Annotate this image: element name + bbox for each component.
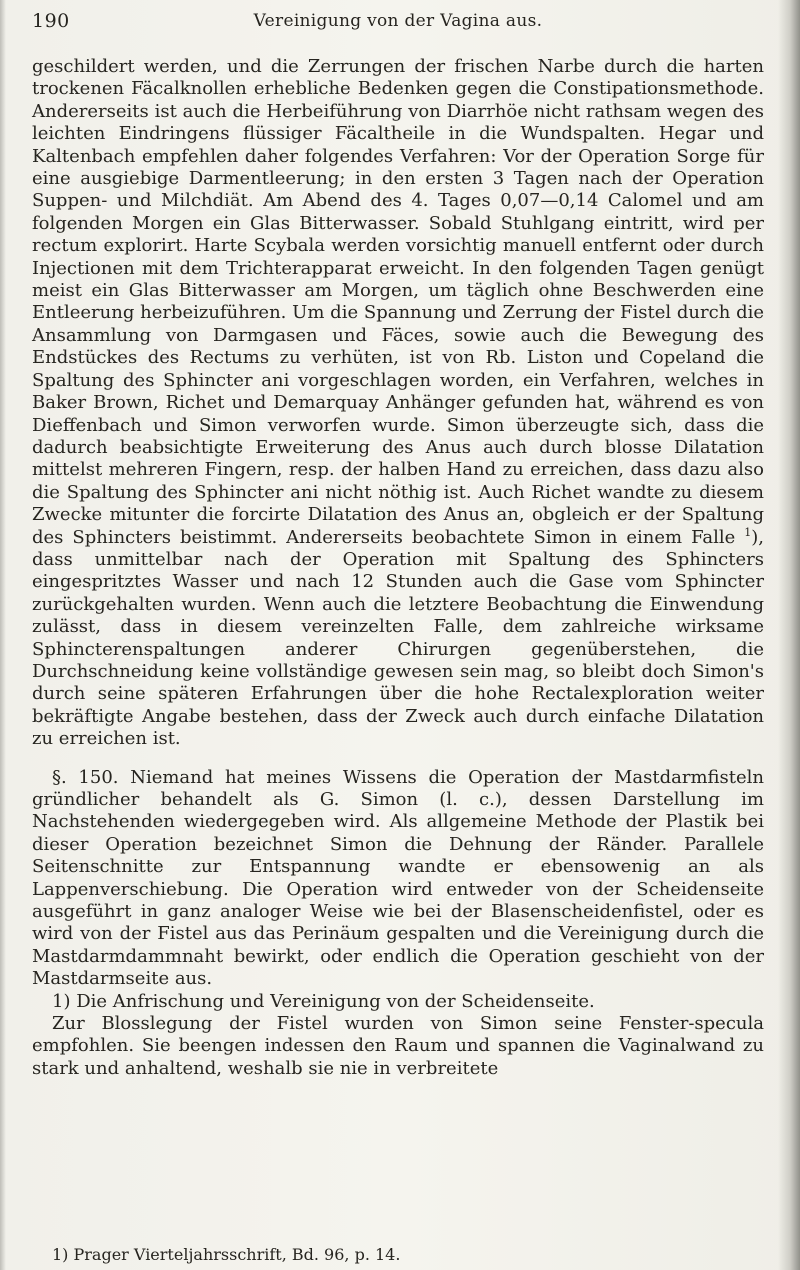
page-gutter-shadow (0, 0, 6, 1270)
footnote (52, 1245, 752, 1265)
page-number: 190 (32, 10, 70, 32)
footnote-reference[interactable]: 1 (744, 525, 752, 539)
page-header (32, 10, 764, 40)
footnote-text: Prager Vierteljahrsschrift, Bd. 96, p. 14. (73, 1245, 401, 1264)
paragraph-1: geschildert werden, und die Zerrungen der frischen Narbe durch die harten trockenen Fäcalknollen erhebliche Bedenken gegen die Constipationsmethode. Andererseits ist auch die Herbeiführung von Diarrhöe nicht rathsam wegen des leichten Eindringens flüssiger Fäcaltheile in die Wundspalten. Hegar und Kaltenbach empfehlen daher folgendes Verfahren: Vor der Operation Sorge für eine ausgiebige Darmentleerung; in den ersten 3 Tagen nach der Operation Suppen- und Milchdiät. Am Abend des 4. Tages 0,07—0,14 Calomel und am folgenden Morgen ein Glas Bitterwasser. Sobald Stuhlgang eintritt, wird per rectum explorirt. Harte Scybala werden vorsichtig manuell entfernt oder durch Injectionen mit dem Trichterapparat erweicht. In den folgenden Tagen genügt meist ein Glas Bitterwasser am Morgen, um täglich ohne Beschwerden eine Entleerung herbeizuführen. Um die Spannung und Zerrung der Fistel durch die Ansammlung von Darmgasen und Fäces, sowie auch die Bewegung des Endstückes des Rectums zu verhüten, ist von Rb. Liston und Copeland die Spaltung des Sphincter ani vorgeschlagen worden, ein Verfahren, welches in Baker Brown, Richet und Demarquay Anhänger gefunden hat, während es von Dieffenbach und Simon verworfen wurde. Simon überzeugte sich, dass die dadurch beabsichtigte Erweiterung des Anus auch durch blosse Dilatation mittelst mehreren Fingern, resp. der halben Hand zu erreichen, dass dazu also die Spaltung des Sphincter ani nicht nöthig ist. Auch Richet wandte zu diesem Zwecke mitunter die forcirte Dilatation des Anus an, obgleich er der Spaltung des Sphincters beistimmt. Andererseits beobachtete Simon in einem Falle $^1$), dass unmittelbar nach der Operation mit Spaltung des Sphincters eingespritztes Wasser und nach 12 Stunden auch die Gase vom Sphincter zurückgehalten wurden. Wenn auch die letztere Beobachtung die Einwendung zulässt, dass in diesem vereinzelten Falle, dem zahlreiche wirksame Sphincterenspaltungen anderer Chirurgen gegenüberstehen, die Durchschneidung keine vollständige gewesen sein mag, so bleibt doch Simon's durch seine späteren Erfahrungen über die hohe Rectalexploration weiter bekräftigte Angabe bestehen, dass der Zweck auch durch einfache Dilatation zu erreichen ist. (32, 56, 764, 750)
subsection-heading: 1) Die Anfrischung und Vereinigung von der Scheidenseite. (52, 990, 595, 1012)
running-head: Vereinigung von der Vagina aus. (253, 11, 543, 31)
footnote-marker: 1) (52, 1245, 69, 1264)
paragraph-1-tail: , dass unmittelbar nach der Operation mit Spaltung des Sphincters eingespritztes Wasser und nach 12 Stunden auch die Gase vom Sphincter zurückgehalten wurden. Wenn auch die letztere Beobachtung die Einwendung zulässt, dass in diesem vereinzelten Falle, dem zahlreiche wirksame Sphincterenspaltungen anderer Chirurgen gegenüberstehen, die Durchschneidung keine vollständige gewesen sein mag, so bleibt doch Simon's durch seine späteren Erfahrungen über die hohe Rectalexploration weiter bekräftigte Angabe bestehen, dass der Zweck auch durch einfache Dilatation zu erreichen ist. (32, 526, 764, 750)
section-150-paragraph: §. 150. Niemand hat meines Wissens die Operation der Mastdarmfisteln gründlicher behandelt als G. Simon (l. c.), dessen Darstellung im Nachstehenden wiedergegeben wird. Als allgemeine Methode der Plastik bei dieser Operation bezeichnet Simon die Dehnung der Ränder. Parallele Seitenschnitte zur Entspannung wandte er ebensowenig an als Lappenverschiebung. Die Operation wird entweder von der Scheidenseite ausgeführt in ganz analoger Weise wie bei der Blasenscheidenfistel, oder es wird von der Fistel aus das Perinäum gespalten und die Vereinigung durch die Mastdarmdammnaht bewirkt, oder endlich die Operation geschieht von der Mastdarmseite aus. (32, 766, 764, 990)
body-text (32, 56, 764, 1080)
paragraph-4: Zur Blosslegung der Fistel wurden von Simon seine Fenster-specula empfohlen. Sie beengen indessen den Raum und spannen die Vaginalwand zu stark und anhaltend, weshalb sie nie in verbreitete (32, 1013, 764, 1079)
page-edge-shadow (778, 0, 800, 1270)
paragraph-1-text: geschildert werden, und die Zerrungen der frischen Narbe durch die harten trockenen Fäcalknollen erhebliche Bedenken gegen die Constipationsmethode. Andererseits ist auch die Herbeiführung von Diarrhöe nicht rathsam wegen des leichten Eindringens flüssiger Fäcaltheile in die Wundspalten. Hegar und Kaltenbach empfehlen daher folgendes Verfahren: Vor der Operation Sorge für eine ausgiebige Darmentleerung; in den ersten 3 Tagen nach der Operation Suppen- und Milchdiät. Am Abend des 4. Tages 0,07—0,14 Calomel und am folgenden Morgen ein Glas Bitterwasser. Sobald Stuhlgang eintritt, wird per rectum explorirt. Harte Scybala werden vorsichtig manuell entfernt oder durch Injectionen mit dem Trichterapparat erweicht. In den folgenden Tagen genügt meist ein Glas Bitterwasser am Morgen, um täglich ohne Beschwerden eine Entleerung herbeizuführen. Um die Spannung und Zerrung der Fistel durch die Ansammlung von Darmgasen und Fäces, sowie auch die Bewegung des Endstückes des Rectums zu verhüten, ist von Rb. Liston und Copeland die Spaltung des Sphincter ani vorgeschlagen worden, ein Verfahren, welches in Baker Brown, Richet und Demarquay Anhänger gefunden hat, während es von Dieffenbach und Simon verworfen wurde. Simon überzeugte sich, dass die dadurch beabsichtigte Erweiterung des Anus auch durch blosse Dilatation mittelst mehreren Fingern, resp. der halben Hand zu erreichen, dass dazu also die Spaltung des Sphincter ani nicht nöthig ist. Auch Richet wandte zu diesem Zwecke mitunter die forcirte Dilatation des Anus an, obgleich er der Spaltung des Sphincters beistimmt. Andererseits beobachtete Simon in einem Falle (32, 56, 764, 548)
